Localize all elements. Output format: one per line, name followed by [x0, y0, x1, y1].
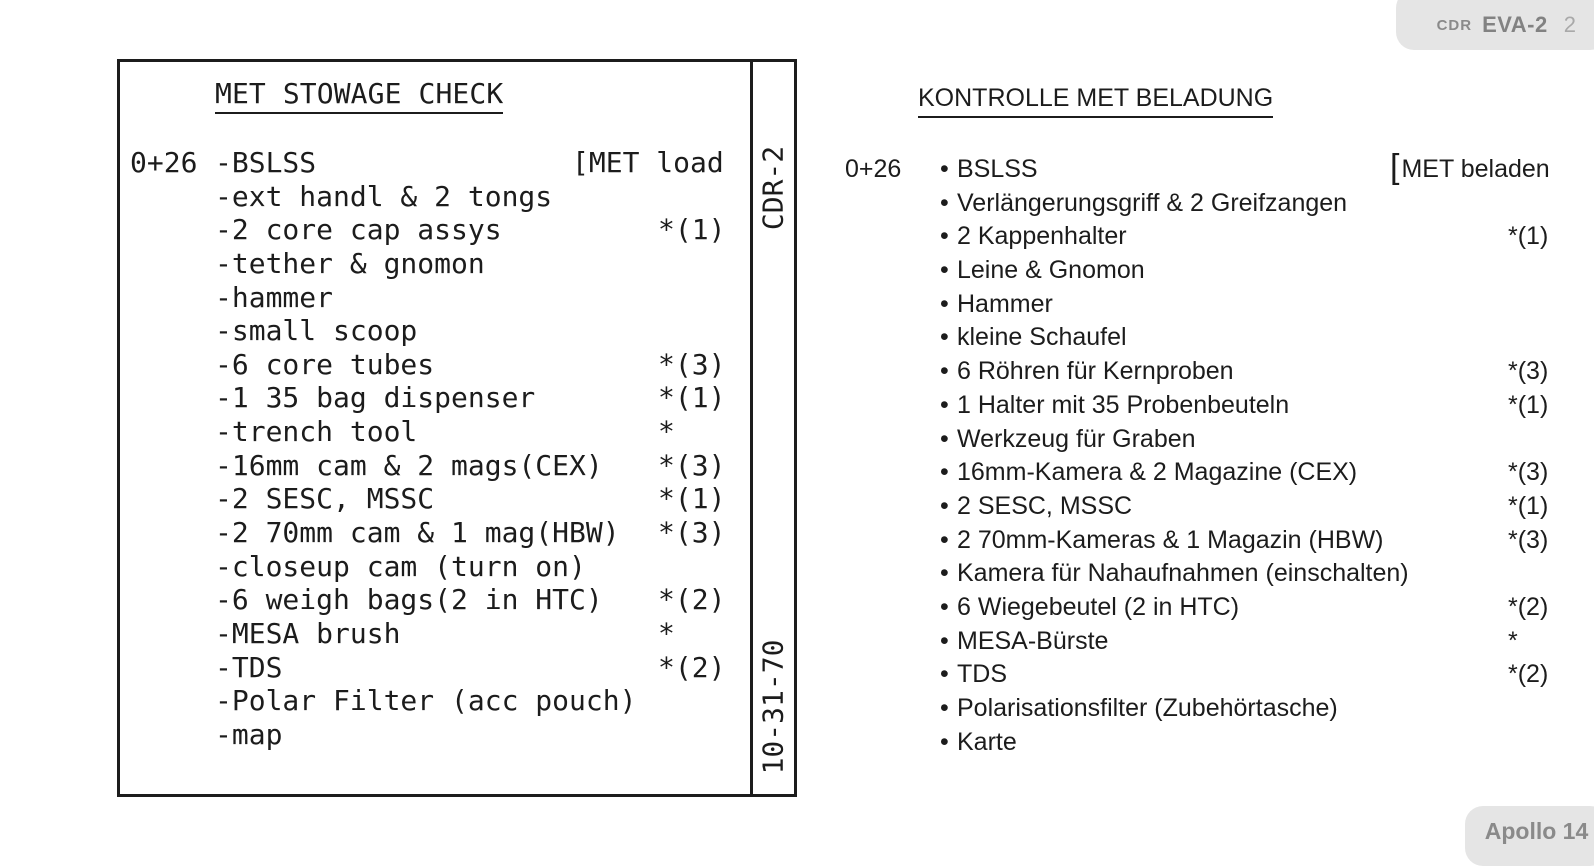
checklist-line: [845, 288, 1557, 322]
page-number: 2: [1563, 12, 1576, 37]
item-label: Karte: [957, 727, 1017, 756]
note-label: *(3): [1508, 525, 1549, 554]
checklist-line: [845, 254, 1557, 288]
bullet-icon: •: [940, 155, 949, 183]
item-label: MESA-Bürste: [957, 626, 1109, 655]
bracket-icon: [: [1390, 148, 1400, 186]
item-label: 6 Wiegebeutel (2 in HTC): [957, 592, 1240, 621]
checklist-line: [845, 456, 1557, 490]
item-label: -6 core tubes: [215, 347, 435, 381]
english-checklist: [120, 146, 794, 752]
note-label: *(3): [1508, 458, 1549, 487]
checklist-line: [845, 423, 1557, 457]
item-label: Kamera für Nahaufnahmen (einschalten): [957, 559, 1409, 588]
checklist-line: [120, 449, 794, 483]
checklist-line: [120, 651, 794, 685]
checklist-line: [845, 321, 1557, 355]
checklist-line: [120, 718, 794, 752]
checklist-line: [120, 146, 794, 180]
checklist-line: [120, 583, 794, 617]
checklist-line: [120, 415, 794, 449]
checklist-line: [120, 550, 794, 584]
note-label: *(1): [658, 213, 726, 247]
eva-title: EVA-2: [1482, 12, 1548, 37]
note-label: *(2): [1508, 660, 1549, 689]
checklist-line: [845, 187, 1557, 221]
item-label: -2 core cap assys: [215, 213, 502, 247]
item-label: Polarisationsfilter (Zubehörtasche): [957, 694, 1338, 722]
crew-eva-tab-label: CDR-2: [756, 145, 790, 231]
translation-title: KONTROLLE MET BELADUNG: [918, 84, 1273, 118]
note-label: *(3): [658, 516, 726, 550]
bullet-icon: •: [940, 458, 949, 487]
bullet-icon: •: [940, 424, 949, 453]
time-label: 0+26: [130, 146, 198, 179]
item-label: -MESA brush: [215, 616, 401, 650]
item-label: -TDS: [215, 650, 283, 684]
checklist-line: [845, 557, 1557, 591]
checklist-line: [845, 692, 1557, 726]
item-label: 1 Halter mit 35 Probenbeuteln: [957, 390, 1290, 419]
checklist-line: [120, 180, 794, 214]
note-label: *(2): [1508, 592, 1549, 621]
page-title: MET STOWAGE CHECK: [215, 77, 503, 114]
checklist-line: [845, 220, 1557, 254]
english-checklist-box: [117, 59, 797, 797]
item-label: -16mm cam & 2 mags(CEX): [215, 448, 603, 482]
bullet-icon: •: [940, 289, 949, 318]
side-column-divider: [750, 62, 753, 794]
item-label: -2 SESC, MSSC: [215, 482, 435, 516]
checklist-line: [845, 625, 1557, 659]
item-label: Hammer: [957, 289, 1053, 318]
bullet-icon: •: [940, 660, 949, 689]
item-label: BSLSS: [957, 155, 1038, 183]
bullet-icon: •: [940, 222, 949, 251]
note-label: *: [658, 415, 675, 449]
note-label: *(3): [1508, 357, 1549, 386]
note-label: *(1): [1508, 390, 1549, 419]
item-label: Werkzeug für Graben: [957, 424, 1196, 453]
note-label: *: [1508, 626, 1518, 655]
checklist-line: [845, 591, 1557, 625]
note-label: [MET load: [572, 146, 724, 179]
item-label: Verlängerungsgriff & 2 Greifzangen: [957, 188, 1348, 217]
mission-label: Apollo 14: [1484, 817, 1589, 844]
item-label: -closeup cam (turn on): [215, 549, 586, 583]
bullet-icon: •: [940, 323, 949, 352]
german-checklist: [845, 148, 1557, 759]
time-label: 0+26: [845, 155, 902, 183]
item-label: -Polar Filter (acc pouch): [215, 684, 637, 718]
checklist-line: [845, 658, 1557, 692]
note-label: *(3): [658, 347, 726, 381]
checklist-line: [120, 381, 794, 415]
item-label: Leine & Gnomon: [957, 256, 1145, 285]
checklist-line: [845, 490, 1557, 524]
note-label: *(2): [658, 650, 726, 684]
note-label: *(1): [1508, 491, 1549, 520]
item-label: TDS: [957, 660, 1007, 689]
note-label: *(3): [658, 448, 726, 482]
note-label: *(2): [658, 583, 726, 617]
checklist-line: [120, 617, 794, 651]
item-label: 6 Röhren für Kernproben: [957, 357, 1234, 386]
checklist-line: [845, 524, 1557, 558]
footer-badge: [1465, 806, 1594, 866]
checklist-line: [120, 213, 794, 247]
item-label: -small scoop: [215, 314, 418, 348]
checklist-line: [120, 482, 794, 516]
item-label: -BSLSS: [215, 146, 317, 179]
checklist-line: [845, 148, 1557, 187]
bullet-icon: •: [940, 727, 949, 756]
item-label: kleine Schaufel: [957, 323, 1127, 352]
date-label: 10-31-70: [756, 639, 790, 775]
item-label: -tether & gnomon: [215, 246, 485, 280]
checklist-line: [120, 247, 794, 281]
item-label: -6 weigh bags(2 in HTC): [215, 583, 603, 617]
item-label: -2 70mm cam & 1 mag(HBW): [215, 516, 620, 550]
item-label: -map: [215, 717, 283, 751]
bullet-icon: •: [940, 357, 949, 386]
bullet-icon: •: [940, 626, 949, 655]
note-label: *: [658, 616, 675, 650]
note-label: [MET beladen: [1390, 148, 1550, 186]
checklist-line: [120, 684, 794, 718]
item-label: 2 Kappenhalter: [957, 222, 1127, 251]
bullet-icon: •: [940, 694, 949, 722]
item-label: 2 SESC, MSSC: [957, 491, 1133, 520]
crew-label: CDR: [1436, 16, 1473, 34]
bullet-icon: •: [940, 491, 949, 520]
checklist-line: [120, 348, 794, 382]
note-label: *(1): [658, 381, 726, 415]
item-label: 16mm-Kamera & 2 Magazine (CEX): [957, 458, 1358, 487]
checklist-line: [120, 314, 794, 348]
item-label: -hammer: [215, 280, 334, 314]
german-translation-column: [845, 0, 1557, 856]
checklist-line: [845, 726, 1557, 760]
bullet-icon: •: [940, 390, 949, 419]
checklist-line: [120, 281, 794, 315]
checklist-line: [845, 355, 1557, 389]
note-label: *(1): [1508, 222, 1549, 251]
note-label: *(1): [658, 482, 726, 516]
bullet-icon: •: [940, 592, 949, 621]
item-label: -trench tool: [215, 415, 418, 449]
checklist-line: [120, 516, 794, 550]
item-label: -1 35 bag dispenser: [215, 381, 536, 415]
item-label: -ext handl & 2 tongs: [215, 179, 553, 213]
checklist-line: [845, 389, 1557, 423]
item-label: 2 70mm-Kameras & 1 Magazin (HBW): [957, 525, 1384, 554]
bullet-icon: •: [940, 525, 949, 554]
bullet-icon: •: [940, 188, 949, 217]
bullet-icon: •: [940, 256, 949, 285]
bullet-icon: •: [940, 559, 949, 588]
